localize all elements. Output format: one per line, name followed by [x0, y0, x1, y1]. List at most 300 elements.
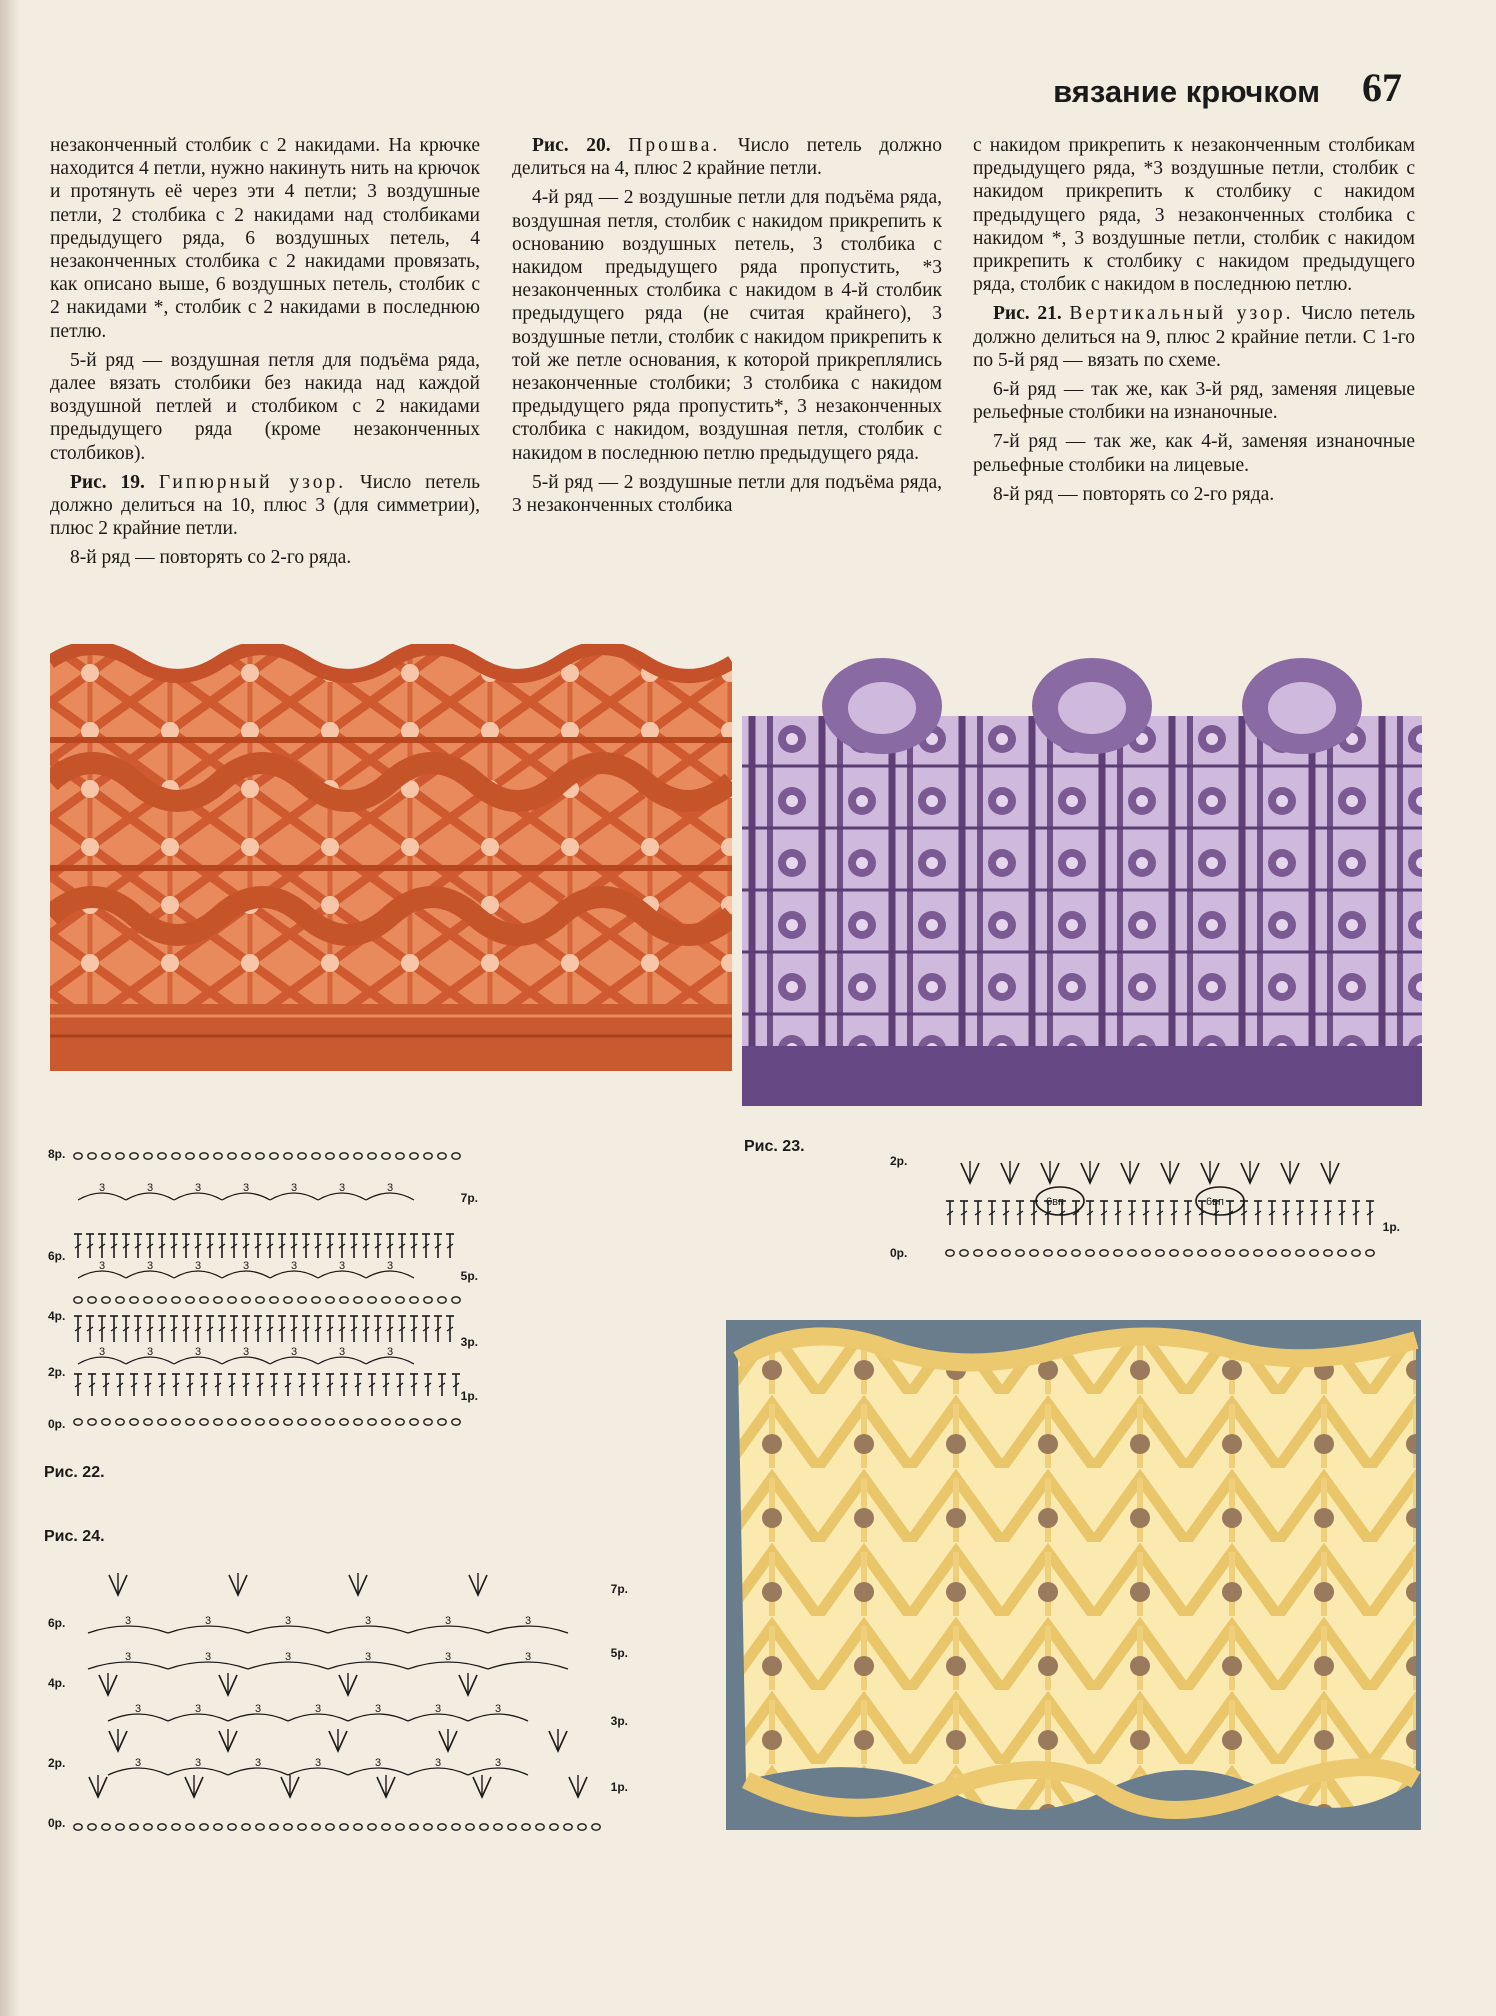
chain-count-label: 3 [291, 1346, 298, 1358]
chain-stitch-symbol [1198, 1250, 1206, 1256]
chain-stitch-symbol [592, 1824, 600, 1830]
figure-label: Рис. 21. [993, 303, 1062, 325]
chain-stitch-symbol [130, 1153, 138, 1159]
chain-arc-symbol [408, 1768, 468, 1775]
chain-stitch-symbol [438, 1824, 446, 1830]
figure-title: Гипюрный узор. [158, 471, 347, 493]
chain-arc-symbol [288, 1714, 348, 1721]
chain-stitch-symbol [1338, 1250, 1346, 1256]
chain-arc-symbol [366, 1193, 414, 1200]
chain-stitch-symbol [410, 1153, 418, 1159]
paragraph: незаконченный столбик с 2 накидами. На крючке находится 4 петли, нужно накинуть нить на крючок и протянуть её через эти 4 петли; 3 воздушные петли, 2 столбика с 2 накидами над столбиками предыдущего ряда, 6 воздушных петель, 4 незаконченных столбика с 2 накидами провязать, как описано выше, 6 воздушных петель, столбик с 2 накидами *, столбик с 2 накидами в последнюю петлю. [50, 135, 480, 342]
crochet-diagram-23 [890, 1135, 1400, 1285]
chain-stitch-symbol [1058, 1250, 1066, 1256]
figure-24-caption: Рис. 24. [44, 1528, 105, 1545]
chain-stitch-symbol [396, 1153, 404, 1159]
chain-stitch-symbol [326, 1153, 334, 1159]
chain-arc-symbol [348, 1768, 408, 1775]
chain-stitch-symbol [144, 1153, 152, 1159]
row-number-label: 4р. [48, 1309, 66, 1323]
chain-stitch-symbol [424, 1297, 432, 1303]
chain-stitch-symbol [960, 1250, 968, 1256]
chain-stitch-symbol [354, 1153, 362, 1159]
chain-stitch-symbol [74, 1419, 82, 1425]
chain-count-label: 3 [99, 1346, 106, 1358]
row-number-label: 7р. [610, 1582, 628, 1596]
chain-arc-symbol [328, 1626, 408, 1633]
chain-stitch-symbol [1142, 1250, 1150, 1256]
chain-count-label: 3 [125, 1615, 132, 1627]
chain-stitch-symbol [1240, 1250, 1248, 1256]
chain-stitch-symbol [130, 1297, 138, 1303]
chain-stitch-symbol [242, 1824, 250, 1830]
chain-loop-label: 6вп [1206, 1196, 1224, 1208]
chain-stitch-symbol [564, 1824, 572, 1830]
chain-stitch-symbol [452, 1297, 460, 1303]
chain-count-label: 3 [339, 1346, 346, 1358]
purple-lace-photo [742, 646, 1422, 1106]
chain-stitch-symbol [88, 1297, 96, 1303]
chain-stitch-symbol [284, 1153, 292, 1159]
chain-stitch-symbol [214, 1824, 222, 1830]
chain-stitch-symbol [102, 1297, 110, 1303]
chain-stitch-symbol [228, 1297, 236, 1303]
chain-stitch-symbol [424, 1419, 432, 1425]
chain-stitch-symbol [508, 1824, 516, 1830]
chain-count-label: 3 [375, 1703, 382, 1715]
chain-arc-symbol [168, 1768, 228, 1775]
chain-stitch-symbol [536, 1824, 544, 1830]
chain-stitch-symbol [1310, 1250, 1318, 1256]
chain-stitch-symbol [578, 1824, 586, 1830]
chain-stitch-symbol [88, 1153, 96, 1159]
chain-stitch-symbol [396, 1297, 404, 1303]
chain-arc-symbol [108, 1768, 168, 1775]
chain-stitch-symbol [172, 1297, 180, 1303]
chain-stitch-symbol [424, 1824, 432, 1830]
chain-arc-symbol [248, 1626, 328, 1633]
chain-stitch-symbol [270, 1297, 278, 1303]
chain-count-label: 3 [243, 1346, 250, 1358]
chain-count-label: 3 [315, 1757, 322, 1769]
chain-stitch-symbol [1212, 1250, 1220, 1256]
chain-stitch-symbol [340, 1419, 348, 1425]
chain-count-label: 3 [255, 1757, 262, 1769]
chain-stitch-symbol [256, 1153, 264, 1159]
row-number-label: 2р. [890, 1154, 908, 1168]
paragraph: 5-й ряд — воздушная петля для подъёма ряда, далее вязать столбики без накида над каждой воздушной петлей и столбиком с 2 накидами предыдущего ряда (кроме незаконченных столбиков). [50, 349, 480, 464]
chain-count-label: 3 [435, 1757, 442, 1769]
chain-stitch-symbol [340, 1153, 348, 1159]
chain-count-label: 3 [205, 1651, 212, 1663]
chain-stitch-symbol [326, 1419, 334, 1425]
chain-arc-symbol [408, 1714, 468, 1721]
figure-text: Число петель должно делиться на 10, плюс 3 (для симметрии), плюс 2 крайние петли. [50, 471, 481, 540]
chain-stitch-symbol [256, 1419, 264, 1425]
chain-stitch-symbol [382, 1153, 390, 1159]
chain-count-label: 3 [387, 1260, 394, 1272]
chain-stitch-symbol [410, 1297, 418, 1303]
chain-stitch-symbol [270, 1824, 278, 1830]
chain-arc-symbol [270, 1357, 318, 1364]
chain-stitch-symbol [354, 1824, 362, 1830]
chain-arc-symbol [288, 1768, 348, 1775]
chain-count-label: 3 [525, 1615, 532, 1627]
chain-stitch-symbol [438, 1297, 446, 1303]
chain-arc-symbol [348, 1714, 408, 1721]
chain-arc-symbol [168, 1714, 228, 1721]
chain-stitch-symbol [452, 1824, 460, 1830]
chain-count-label: 3 [99, 1260, 106, 1272]
chain-stitch-symbol [946, 1250, 954, 1256]
chain-stitch-symbol [158, 1297, 166, 1303]
chain-arc-symbol [108, 1714, 168, 1721]
chain-stitch-symbol [144, 1419, 152, 1425]
chain-arc-symbol [270, 1193, 318, 1200]
chain-stitch-symbol [312, 1824, 320, 1830]
chain-count-label: 3 [135, 1703, 142, 1715]
chain-stitch-symbol [214, 1419, 222, 1425]
chain-arc-symbol [318, 1271, 366, 1278]
chain-stitch-symbol [116, 1297, 124, 1303]
chain-arc-symbol [174, 1193, 222, 1200]
chain-stitch-symbol [312, 1297, 320, 1303]
chain-stitch-symbol [88, 1824, 96, 1830]
chain-count-label: 3 [195, 1346, 202, 1358]
chain-stitch-symbol [214, 1153, 222, 1159]
chain-stitch-symbol [298, 1419, 306, 1425]
chain-stitch-symbol [1002, 1250, 1010, 1256]
chain-stitch-symbol [116, 1419, 124, 1425]
paragraph: 7-й ряд — так же, как 4-й, заменяя изнаночные рельефные столбики на лицевые. [973, 431, 1415, 476]
page-gutter-shadow [0, 0, 20, 2016]
figure-title: Вертикальный узор. [1069, 303, 1294, 325]
chain-arc-symbol [366, 1357, 414, 1364]
chain-stitch-symbol [102, 1153, 110, 1159]
chain-stitch-symbol [284, 1824, 292, 1830]
chain-stitch-symbol [298, 1297, 306, 1303]
chain-arc-symbol [468, 1714, 528, 1721]
figure-21-description [973, 302, 1415, 372]
figure-20-description [512, 134, 942, 180]
chain-stitch-symbol [1044, 1250, 1052, 1256]
chain-stitch-symbol [130, 1824, 138, 1830]
row-number-label: 2р. [48, 1756, 66, 1770]
chain-stitch-symbol [368, 1297, 376, 1303]
paragraph: 8-й ряд — повторять со 2-го ряда. [993, 483, 1275, 505]
paragraph: 4-й ряд — 2 воздушные петли для подъёма ряда, воздушная петля, столбик с накидом прикрепить к основанию воздушных петель, 3 столбика с накидом предыдущего ряда пропустить, *3 незаконченных столбика с накидом в 4-й столбик предыдущего ряда (не считая крайнего), 3 воздушные петли, столбик с накидом прикрепить к той же петле основания, к которой прикреплялись незаконченные столбики; 3 столбика с накидом предыдущего ряда пропустить*, 3 незаконченных столбика с накидом, воздушная петля, столбик с накидом в последнюю петлю предыдущего ряда. [512, 187, 942, 464]
chain-stitch-symbol [102, 1419, 110, 1425]
row-number-label: 7р. [460, 1191, 478, 1205]
chain-stitch-symbol [130, 1419, 138, 1425]
chain-arc-symbol [88, 1662, 168, 1669]
chain-stitch-symbol [382, 1824, 390, 1830]
chain-stitch-symbol [974, 1250, 982, 1256]
chain-arc-symbol [222, 1357, 270, 1364]
chain-arc-symbol [126, 1271, 174, 1278]
figure-19-description [50, 471, 480, 541]
figure-text: Число петель должно делиться на 4, плюс 2 крайние петли. [512, 135, 943, 180]
chain-stitch-symbol [522, 1824, 530, 1830]
chain-stitch-symbol [368, 1824, 376, 1830]
chain-stitch-symbol [284, 1419, 292, 1425]
chain-arc-symbol [228, 1768, 288, 1775]
chain-count-label: 3 [291, 1182, 298, 1194]
row-number-label: 4р. [48, 1676, 66, 1690]
chain-arc-symbol [222, 1271, 270, 1278]
chain-arc-symbol [488, 1662, 568, 1669]
orange-lace-photo [50, 644, 732, 1071]
chain-stitch-symbol [256, 1297, 264, 1303]
chain-stitch-symbol [1254, 1250, 1262, 1256]
chain-stitch-symbol [1324, 1250, 1332, 1256]
row-number-label: 0р. [890, 1246, 908, 1260]
crochet-diagram-22 [48, 1140, 478, 1440]
chain-stitch-symbol [1282, 1250, 1290, 1256]
chain-stitch-symbol [410, 1419, 418, 1425]
chain-stitch-symbol [242, 1419, 250, 1425]
paragraph: с накидом прикрепить к незаконченным столбикам предыдущего ряда, *3 воздушные петли, столбик с накидом прикрепить к столбику с накидом предыдущего ряда, 3 незаконченных столбика с накидом *, 3 воздушные петли, столбик с накидом прикрепить к столбику с накидом предыдущего ряда, столбик с накидом в последнюю петлю. [973, 135, 1415, 296]
chain-stitch-symbol [438, 1153, 446, 1159]
chain-stitch-symbol [186, 1824, 194, 1830]
chain-stitch-symbol [116, 1153, 124, 1159]
chain-arc-symbol [126, 1357, 174, 1364]
chain-count-label: 3 [387, 1182, 394, 1194]
chain-stitch-symbol [172, 1824, 180, 1830]
chain-stitch-symbol [340, 1297, 348, 1303]
chain-stitch-symbol [158, 1419, 166, 1425]
chain-count-label: 3 [205, 1615, 212, 1627]
chain-arc-symbol [78, 1357, 126, 1364]
chain-stitch-symbol [1016, 1250, 1024, 1256]
chain-count-label: 3 [387, 1346, 394, 1358]
chain-stitch-symbol [144, 1297, 152, 1303]
chain-arc-symbol [222, 1193, 270, 1200]
chain-stitch-symbol [200, 1153, 208, 1159]
chain-stitch-symbol [382, 1297, 390, 1303]
chain-count-label: 3 [365, 1615, 372, 1627]
chain-stitch-symbol [172, 1153, 180, 1159]
chain-arc-symbol [488, 1626, 568, 1633]
text-column-1 [50, 134, 480, 576]
chain-stitch-symbol [74, 1153, 82, 1159]
chain-count-label: 3 [291, 1260, 298, 1272]
chain-arc-symbol [328, 1662, 408, 1669]
figure-23-caption: Рис. 23. [744, 1138, 805, 1155]
chain-stitch-symbol [1296, 1250, 1304, 1256]
chain-stitch-symbol [1128, 1250, 1136, 1256]
chain-stitch-symbol [480, 1824, 488, 1830]
chain-stitch-symbol [242, 1297, 250, 1303]
row-number-label: 8р. [48, 1147, 66, 1161]
chain-stitch-symbol [368, 1419, 376, 1425]
chain-count-label: 3 [339, 1260, 346, 1272]
chain-stitch-symbol [1226, 1250, 1234, 1256]
chain-count-label: 3 [147, 1346, 154, 1358]
paragraph: 8-й ряд — повторять со 2-го ряда. [70, 547, 352, 569]
chain-stitch-symbol [1352, 1250, 1360, 1256]
chain-stitch-symbol [340, 1824, 348, 1830]
row-number-label: 6р. [48, 1249, 66, 1263]
chain-arc-symbol [318, 1193, 366, 1200]
chain-count-label: 3 [445, 1615, 452, 1627]
chain-count-label: 3 [495, 1703, 502, 1715]
chain-stitch-symbol [200, 1419, 208, 1425]
chain-stitch-symbol [988, 1250, 996, 1256]
row-number-label: 3р. [610, 1714, 628, 1728]
chain-stitch-symbol [214, 1297, 222, 1303]
chain-stitch-symbol [228, 1824, 236, 1830]
chain-stitch-symbol [494, 1824, 502, 1830]
figure-text: Число петель должно делиться на 9, плюс 2 крайние петли. С 1-го по 5-й ряд — вязать по схеме. [973, 303, 1415, 371]
chain-count-label: 3 [445, 1651, 452, 1663]
row-number-label: 1р. [610, 1780, 628, 1794]
chain-stitch-symbol [1100, 1250, 1108, 1256]
row-number-label: 5р. [610, 1646, 628, 1660]
chain-arc-symbol [126, 1193, 174, 1200]
chain-stitch-symbol [88, 1419, 96, 1425]
chain-stitch-symbol [396, 1824, 404, 1830]
chain-arc-symbol [78, 1271, 126, 1278]
chain-count-label: 3 [315, 1703, 322, 1715]
chain-arc-symbol [168, 1662, 248, 1669]
chain-stitch-symbol [102, 1824, 110, 1830]
chain-stitch-symbol [270, 1419, 278, 1425]
chain-stitch-symbol [312, 1419, 320, 1425]
chain-count-label: 3 [285, 1615, 292, 1627]
chain-count-label: 3 [195, 1260, 202, 1272]
row-number-label: 1р. [1382, 1220, 1400, 1234]
chain-stitch-symbol [354, 1419, 362, 1425]
chain-stitch-symbol [326, 1297, 334, 1303]
chain-stitch-symbol [438, 1419, 446, 1425]
chain-count-label: 3 [243, 1260, 250, 1272]
chain-count-label: 3 [147, 1182, 154, 1194]
chain-stitch-symbol [186, 1419, 194, 1425]
chain-arc-symbol [88, 1626, 168, 1633]
chain-arc-symbol [174, 1271, 222, 1278]
chain-count-label: 3 [255, 1703, 262, 1715]
chain-count-label: 3 [525, 1651, 532, 1663]
chain-stitch-symbol [74, 1297, 82, 1303]
figure-label: Рис. 20. [532, 135, 611, 156]
chain-stitch-symbol [1184, 1250, 1192, 1256]
chain-stitch-symbol [298, 1824, 306, 1830]
paragraph: 5-й ряд — 2 воздушные петли для подъёма ряда, 3 незаконченных столбика [512, 471, 942, 517]
row-number-label: 3р. [460, 1335, 478, 1349]
chain-stitch-symbol [284, 1297, 292, 1303]
chain-stitch-symbol [1268, 1250, 1276, 1256]
row-number-label: 1р. [460, 1389, 478, 1403]
chain-count-label: 3 [339, 1182, 346, 1194]
chain-count-label: 3 [365, 1651, 372, 1663]
page-number: 67 [1362, 65, 1402, 110]
chain-stitch-symbol [452, 1419, 460, 1425]
chain-arc-symbol [468, 1768, 528, 1775]
chain-arc-symbol [318, 1357, 366, 1364]
chain-stitch-symbol [186, 1153, 194, 1159]
chain-count-label: 3 [285, 1651, 292, 1663]
chain-stitch-symbol [410, 1824, 418, 1830]
chain-arc-symbol [366, 1271, 414, 1278]
chain-count-label: 3 [195, 1182, 202, 1194]
chain-stitch-symbol [326, 1824, 334, 1830]
chain-stitch-symbol [158, 1824, 166, 1830]
chain-stitch-symbol [424, 1153, 432, 1159]
chain-arc-symbol [270, 1271, 318, 1278]
text-column-2 [512, 134, 942, 523]
chain-count-label: 3 [243, 1182, 250, 1194]
chain-stitch-symbol [242, 1153, 250, 1159]
chain-count-label: 3 [195, 1757, 202, 1769]
chain-stitch-symbol [452, 1153, 460, 1159]
figure-22-caption: Рис. 22. [44, 1464, 105, 1481]
chain-stitch-symbol [354, 1297, 362, 1303]
chain-stitch-symbol [158, 1153, 166, 1159]
figure-title: Прошва. [628, 135, 721, 156]
chain-count-label: 3 [195, 1703, 202, 1715]
chain-stitch-symbol [368, 1153, 376, 1159]
chain-count-label: 3 [435, 1703, 442, 1715]
chain-stitch-symbol [144, 1824, 152, 1830]
row-number-label: 6р. [48, 1616, 66, 1630]
chain-arc-symbol [248, 1662, 328, 1669]
chain-stitch-symbol [200, 1824, 208, 1830]
chain-count-label: 3 [125, 1651, 132, 1663]
paragraph: 6-й ряд — так же, как 3-й ряд, заменяя лицевые рельефные столбики на изнаночные. [973, 379, 1415, 424]
chain-count-label: 3 [147, 1260, 154, 1272]
chain-loop-label: 6вп [1046, 1196, 1064, 1208]
chain-stitch-symbol [186, 1297, 194, 1303]
chain-count-label: 3 [495, 1757, 502, 1769]
chain-arc-symbol [174, 1357, 222, 1364]
row-number-label: 0р. [48, 1816, 66, 1830]
chain-stitch-symbol [466, 1824, 474, 1830]
chain-stitch-symbol [74, 1824, 82, 1830]
section-title: вязание крючком [1053, 74, 1320, 109]
chain-stitch-symbol [116, 1824, 124, 1830]
row-number-label: 5р. [460, 1269, 478, 1283]
text-column-3 [973, 134, 1415, 512]
chain-arc-symbol [168, 1626, 248, 1633]
chain-stitch-symbol [228, 1419, 236, 1425]
cream-lace-photo [726, 1320, 1421, 1830]
chain-stitch-symbol [1030, 1250, 1038, 1256]
crochet-diagram-24 [48, 1565, 628, 1840]
chain-count-label: 3 [135, 1757, 142, 1769]
chain-count-label: 3 [99, 1182, 106, 1194]
chain-stitch-symbol [200, 1297, 208, 1303]
chain-stitch-symbol [270, 1153, 278, 1159]
chain-stitch-symbol [256, 1824, 264, 1830]
chain-arc-symbol [408, 1626, 488, 1633]
chain-stitch-symbol [1086, 1250, 1094, 1256]
chain-arc-symbol [78, 1193, 126, 1200]
chain-stitch-symbol [298, 1153, 306, 1159]
row-number-label: 0р. [48, 1417, 66, 1431]
chain-count-label: 3 [375, 1757, 382, 1769]
chain-stitch-symbol [1366, 1250, 1374, 1256]
figure-label: Рис. 19. [70, 471, 145, 493]
chain-stitch-symbol [1156, 1250, 1164, 1256]
chain-stitch-symbol [228, 1153, 236, 1159]
row-number-label: 2р. [48, 1365, 66, 1379]
chain-arc-symbol [228, 1714, 288, 1721]
chain-arc-symbol [408, 1662, 488, 1669]
chain-stitch-symbol [396, 1419, 404, 1425]
chain-stitch-symbol [172, 1419, 180, 1425]
chain-stitch-symbol [312, 1153, 320, 1159]
